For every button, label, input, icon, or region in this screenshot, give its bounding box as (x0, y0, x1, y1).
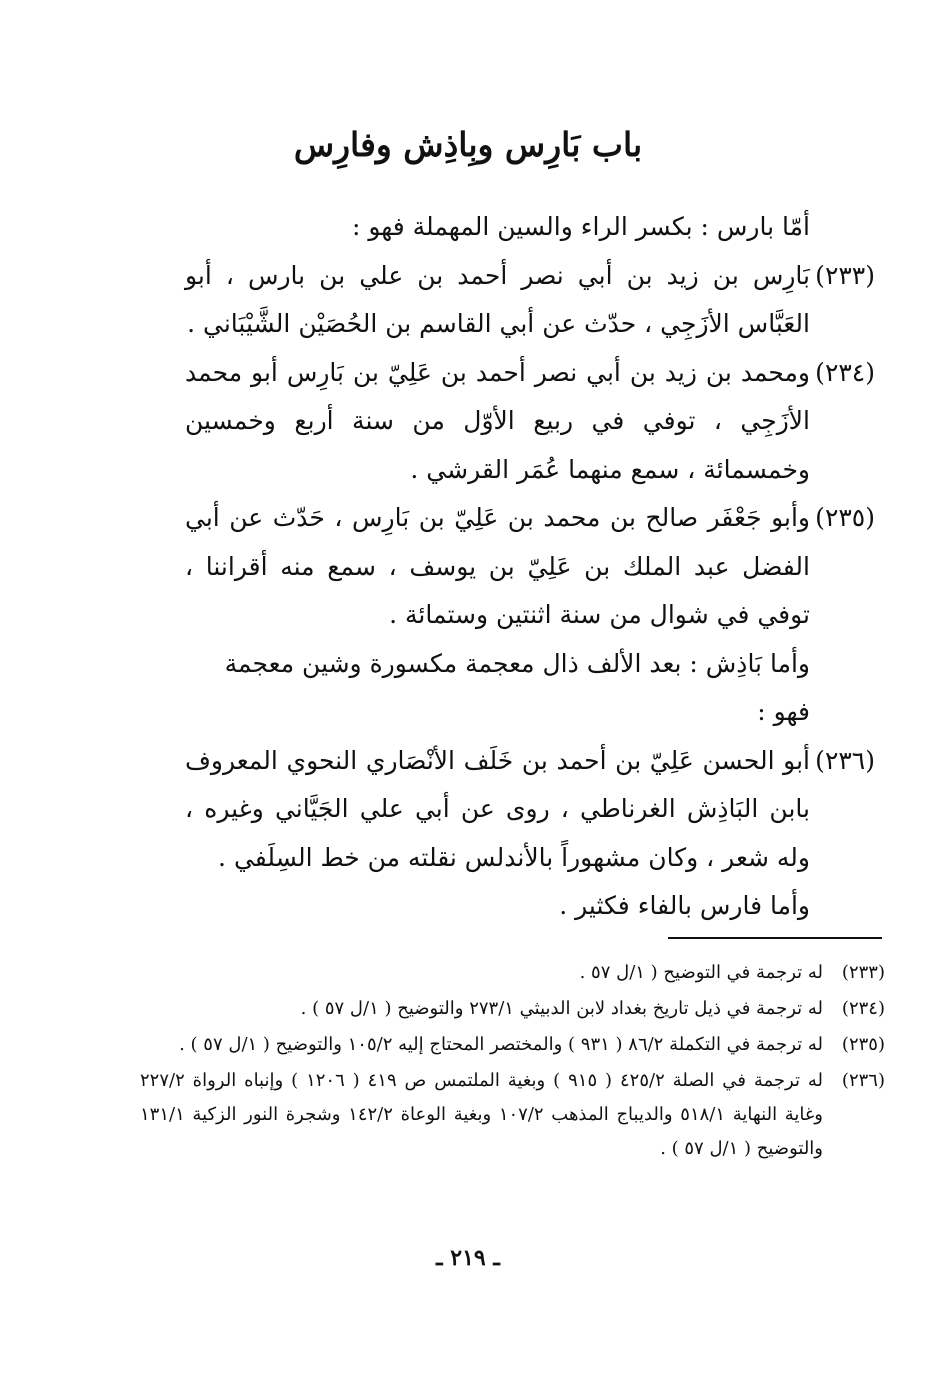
entry-number: (٢٣٣) (815, 260, 875, 290)
footnote-divider (668, 937, 882, 939)
footnote-text: له ترجمة في الصلة ٤٢٥/٢ ( ٩١٥ ) وبغية الملتمس ص ٤١٩ ( ١٢٠٦ ) وإنباه الرواة ٢٢٧/٢ وغاية النهاية ٥١٨/١ والديباج المذهب ١٠٧/٢ وبغية الوعاة ١٤٢/٢ وشجرة النور الزكية ١٣١/١ والتوضيح ( ١/ل ٥٧ ) . (140, 1070, 824, 1159)
entry-text: أبو الحسن عَلِيّ بن أحمد بن خَلَف الأنْصَاري النحوي المعروف بابن البَاذِش الغرناطي ، روى عن أبي علي الجَيَّاني وغيره ، وله شعر ، وكان مشهوراً بالأندلس نقلته من خط السِلَفي . (185, 745, 810, 872)
footnote-236 (140, 1064, 885, 1166)
footnote-text: له ترجمة في ذيل تاريخ بغداد لابن الدبيثي ٢٧٣/١ والتوضيح ( ١/ل ٥٧ ) . (300, 998, 823, 1019)
entry-text: ومحمد بن زيد بن أبي نصر أحمد بن عَلِيّ بن بَارِس أبو محمد الأزَجِي ، توفي في ربيع الأوّل من سنة أربع وخمسين وخمسمائة ، سمع منهما عُمَر القرشي . (185, 357, 810, 484)
intro-line: أمّا بارس : بكسر الراء والسين المهملة فهو : (351, 212, 810, 241)
footnote-number: (٢٣٦) (841, 1070, 885, 1091)
entry-233 (185, 252, 875, 349)
footnote-235 (140, 1028, 885, 1062)
entry-number: (٢٣٥) (815, 503, 875, 532)
footnotes (140, 956, 885, 1168)
entry-text: وأبو جَعْفَر صالح بن محمد بن عَلِيّ بن بَارِس ، حَدّث عن أبي الفضل عبد الملك بن عَلِيّ بن يوسف ، سمع منه أقراننا ، توفي في شوال من سنة اثنتين وستمائة . (185, 503, 810, 629)
footnote-text: له ترجمة في التكملة ٨٦/٢ ( ٩٣١ ) والمختصر المحتاج إليه ١٠٥/٢ والتوضيح ( ١/ل ٥٧ ) . (179, 1034, 823, 1055)
section-faris-line: وأما فارس بالفاء فكثير . (559, 891, 810, 920)
entry-235 (185, 494, 875, 640)
footnote-text: له ترجمة في التوضيح ( ١/ل ٥٧ . (579, 962, 823, 983)
footnote-number: (٢٣٤) (841, 998, 885, 1019)
page-number: ـ ٢١٩ ـ (436, 1245, 500, 1271)
entry-236 (185, 737, 875, 883)
entry-text: بَارِس بن زيد بن أبي نصر أحمد بن علي بن بارس ، أبو العَبَّاس الأزَجِي ، حدّث عن أبي القاسم بن الحُصَيْن الشَّيْبَاني . (185, 260, 810, 338)
entry-234 (185, 349, 875, 495)
footnote-number: (٢٣٥) (841, 1034, 885, 1055)
section-badhish-intro: وأما بَاذِش : بعد الألف ذال معجمة مكسورة وشين معجمة فهو : (224, 648, 810, 726)
entry-number: (٢٣٦) (815, 745, 875, 775)
entry-number: (٢٣٤) (815, 357, 875, 387)
footnote-234 (140, 992, 885, 1026)
footnote-233 (140, 956, 885, 990)
footnote-number: (٢٣٣) (841, 962, 885, 983)
main-text (185, 203, 875, 931)
chapter-title: باب بَارِس وبِاذِش وفارِس (293, 125, 643, 164)
